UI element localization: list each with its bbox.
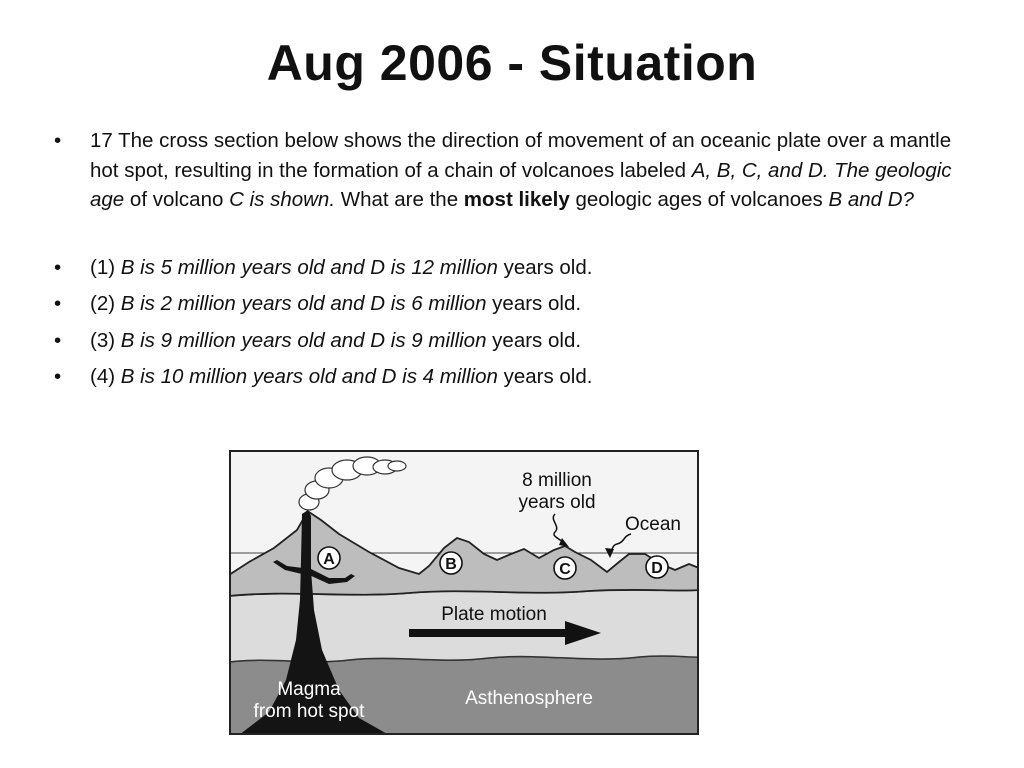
volcano-label-a (318, 547, 340, 569)
option-number: (2) (90, 292, 121, 315)
option-tail-text: years old. (497, 365, 593, 388)
option-italic-text: B is 2 million years old and D is 6 million (120, 292, 487, 315)
option-tail-text: years old. (497, 255, 593, 279)
answer-option-3 (54, 326, 974, 356)
question-segment-8: B and D? (828, 188, 914, 211)
asthenosphere-label: Asthenosphere (465, 688, 593, 709)
volcano-label-d (646, 556, 668, 578)
option-italic-text: B is 10 million years old and D is 4 million (120, 365, 498, 388)
svg-text:C: C (559, 561, 571, 578)
svg-text:A: A (323, 551, 335, 568)
hotspot-cross-section-figure (229, 450, 699, 735)
ocean-label: Ocean (625, 514, 681, 535)
question-segment-7: geologic ages of volcanoes (569, 188, 829, 211)
slide-title: Aug 2006 - Situation (266, 35, 758, 91)
svg-text:B: B (445, 556, 457, 573)
answer-option-1 (54, 253, 974, 283)
option-italic-text: B is 9 million years old and D is 9 million (120, 328, 487, 352)
question-segment-4: C is shown. (229, 188, 336, 211)
svg-text:D: D (651, 560, 663, 577)
question-segment-5: What are the (335, 188, 464, 211)
question-text (54, 126, 974, 215)
option-italic-text: B is 5 million years old and D is 12 million (120, 255, 498, 279)
bullet-list (54, 126, 974, 399)
option-number: (4) (90, 365, 121, 388)
option-tail-text: years old. (486, 292, 582, 315)
plate-motion-label: Plate motion (441, 604, 547, 625)
cross-section-diagram (229, 450, 699, 735)
question-segment-2: A, B, C, and D. The geologic age (90, 158, 952, 211)
option-number: (3) (90, 328, 121, 352)
question-segment-1: 17 The cross section below shows the direction of movement of an oceanic plate over a mantle hot spot, resulting in the formation of a chain of volcanoes labeled (90, 129, 952, 182)
magma-label-line1: Magma (277, 679, 341, 700)
answer-option-4 (54, 362, 974, 392)
option-tail-text: years old. (486, 328, 582, 352)
plate-motion-arrow-shaft (409, 629, 569, 637)
question-segment-3: of volcano (124, 188, 230, 211)
volcano-label-b (440, 552, 462, 574)
magma-label-line2: from hot spot (253, 701, 365, 722)
question-segment-6: most likely (463, 188, 570, 211)
volcano-label-c (554, 557, 576, 579)
option-number: (1) (90, 255, 121, 279)
age-label-line2: years old (518, 492, 596, 513)
answer-option-2 (54, 289, 974, 319)
age-label-line1: 8 million (522, 470, 592, 491)
